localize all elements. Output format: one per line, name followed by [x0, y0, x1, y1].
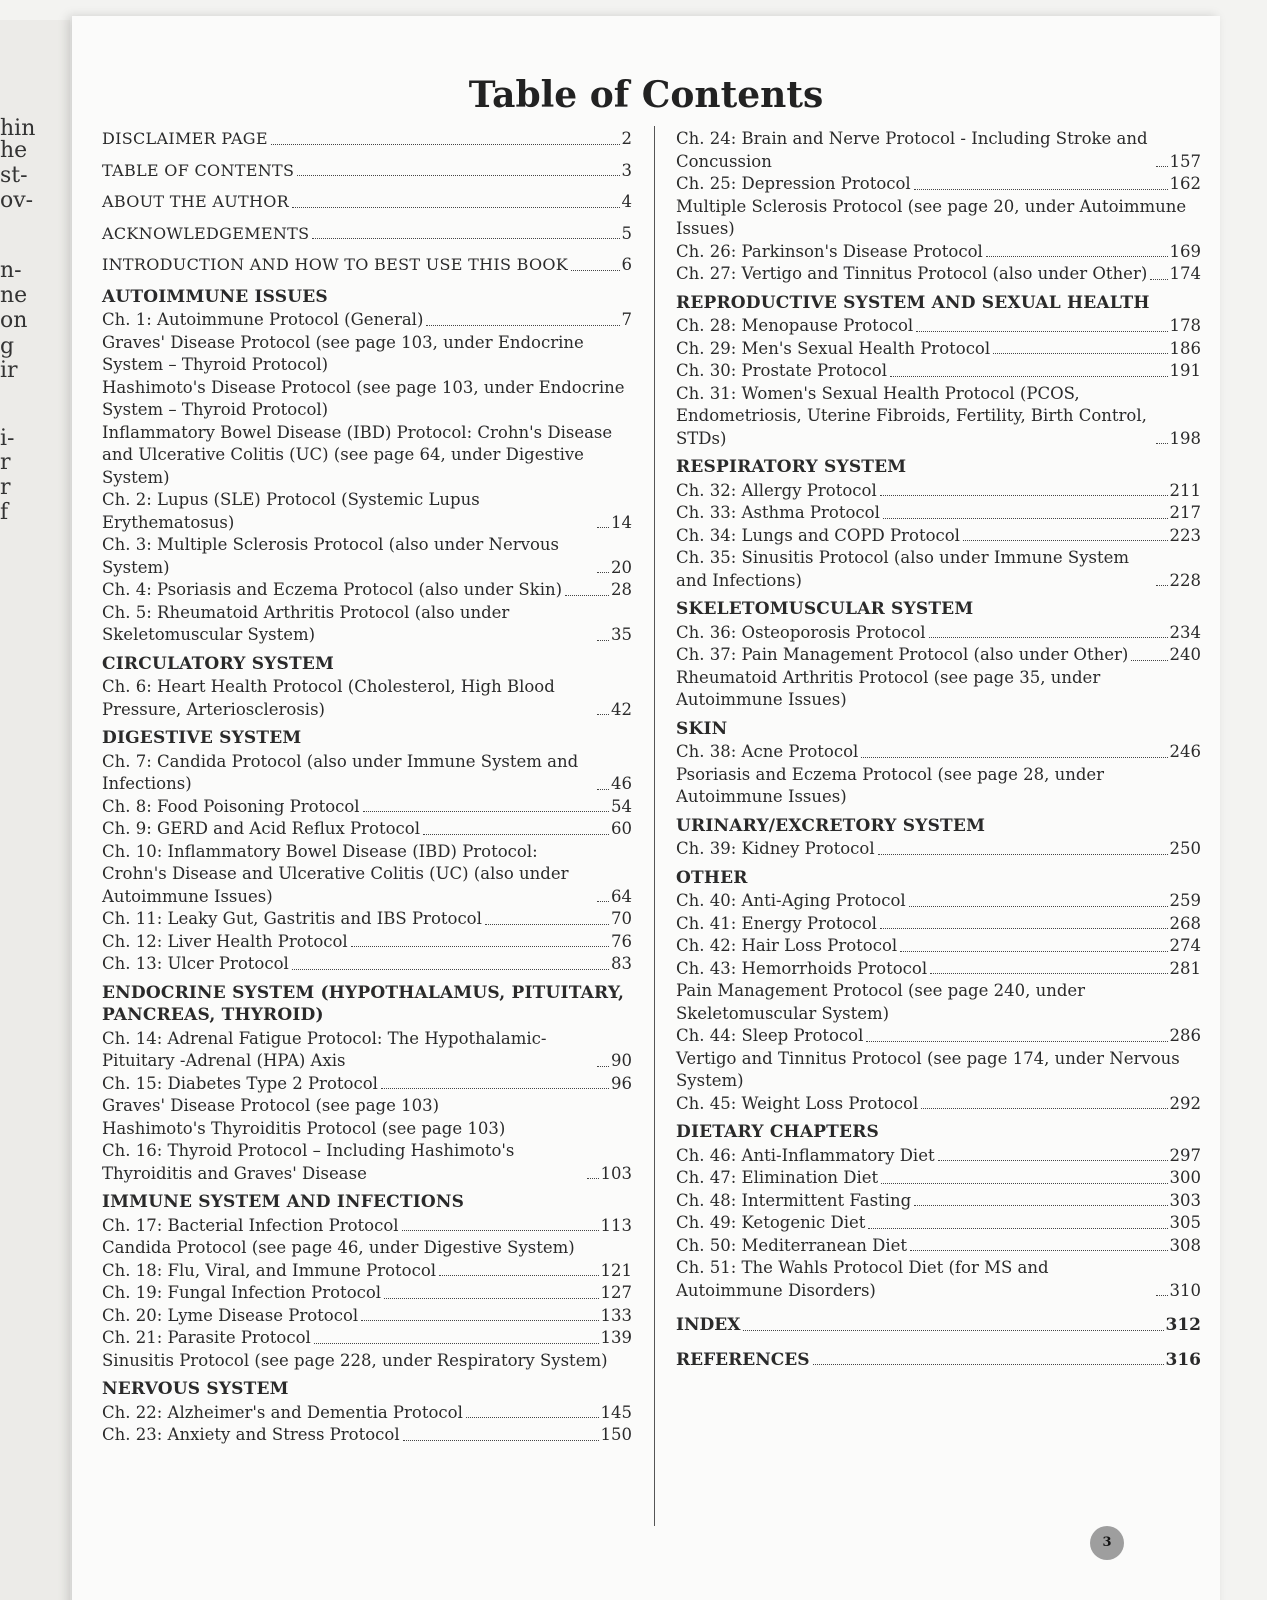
toc-entry-page: 96: [611, 1073, 632, 1093]
toc-entry-page: 211: [1169, 480, 1201, 500]
toc-entry-title: Ch. 15: Diabetes Type 2 Protocol: [102, 1073, 378, 1093]
column-divider: [654, 126, 655, 1526]
toc-entry-page: 76: [611, 931, 632, 951]
toc-entry-title: Ch. 45: Weight Loss Protocol: [676, 1093, 919, 1113]
cross-reference-note: Hashimoto's Thyroiditis Protocol (see page 103): [102, 1118, 506, 1138]
toc-entry-page: 234: [1169, 622, 1201, 642]
dot-leader: [361, 1320, 598, 1321]
toc-entry-title: Ch. 40: Anti-Aging Protocol: [676, 891, 906, 910]
section-heading: DIETARY CHAPTERS: [676, 1122, 879, 1142]
toc-entry-page: 178: [1169, 316, 1201, 335]
dot-leader: [271, 144, 620, 145]
dot-leader: [813, 1364, 1164, 1365]
toc-entry: [676, 525, 1201, 548]
toc-entry-title: Ch. 27: Vertigo and Tinnitus Protocol (also under Other): [676, 264, 1148, 283]
dot-leader: [426, 325, 619, 326]
dot-leader: [565, 595, 609, 596]
dot-leader: [900, 951, 1167, 952]
toc-entry: [676, 1145, 1201, 1168]
section-heading: OTHER: [676, 867, 748, 888]
toc-entry: [676, 547, 1201, 592]
toc-entry: [102, 1215, 632, 1238]
prev-page-fragment: i-: [0, 426, 15, 451]
toc-entry-title: Ch. 29: Men's Sexual Health Protocol: [676, 338, 991, 358]
dot-leader: [403, 1440, 599, 1441]
dot-leader: [466, 1417, 599, 1418]
dot-leader: [880, 495, 1168, 496]
toc-entry-page: 60: [611, 819, 632, 838]
toc-entry-title: Ch. 37: Pain Management Protocol (also under Other): [676, 645, 1129, 664]
toc-entry: [676, 958, 1201, 981]
toc-entry: [676, 644, 1201, 667]
cross-reference-note: Hashimoto's Disease Protocol (see page 103, under Endocrine System – Thyroid Protocol): [102, 377, 625, 419]
toc-entry: [676, 741, 1201, 764]
toc-entry-page: 46: [611, 774, 632, 793]
toc-entry-title: Ch. 41: Energy Protocol: [676, 913, 877, 933]
toc-entry-page: 316: [1165, 1349, 1201, 1370]
toc-entry-page: 7: [621, 310, 632, 329]
previous-page-edge: [0, 20, 70, 1600]
page-number-badge: 3: [1090, 1526, 1124, 1560]
section-heading: SKIN: [676, 718, 728, 739]
toc-entry-page: 3: [621, 160, 632, 180]
toc-entry-page: 4: [621, 192, 632, 211]
toc-entry: [676, 1190, 1201, 1213]
toc-entry-title: Ch. 49: Ketogenic Diet: [676, 1213, 866, 1232]
toc-entry-page: 145: [600, 1402, 632, 1422]
toc-entry-page: 223: [1169, 525, 1201, 545]
dot-leader: [597, 640, 609, 641]
toc-entry-page: 127: [600, 1283, 632, 1302]
toc-entry: [676, 173, 1201, 196]
toc-entry-page: 300: [1169, 1168, 1201, 1187]
toc-entry: [676, 890, 1201, 913]
toc-entry-page: 274: [1169, 936, 1201, 955]
toc-entry-title: Ch. 50: Mediterranean Diet: [676, 1235, 908, 1255]
toc-entry-title: Ch. 47: Elimination Diet: [676, 1168, 879, 1187]
toc-entry-page: 90: [611, 1051, 632, 1070]
toc-entry: [102, 534, 632, 579]
toc-entry-title: Ch. 31: Women's Sexual Health Protocol (PCOS, Endometriosis, Uterine Fibroids, Fertility, Birth Control, STDs): [676, 383, 1147, 448]
prev-page-fragment: st-: [0, 163, 28, 188]
toc-entry-page: 54: [611, 796, 632, 816]
toc-entry: [676, 1167, 1201, 1190]
toc-entry-page: 103: [600, 1163, 632, 1183]
dot-leader: [1156, 166, 1168, 167]
prev-page-fragment: on: [0, 308, 28, 333]
dot-leader: [878, 854, 1168, 855]
dot-leader: [597, 789, 609, 790]
dot-leader: [384, 1298, 598, 1299]
toc-entry-title: Ch. 23: Anxiety and Stress Protocol: [102, 1425, 400, 1444]
toc-entry-page: 174: [1169, 264, 1201, 283]
toc-entry: [102, 602, 632, 647]
toc-entry-page: 133: [600, 1305, 632, 1325]
cross-reference-note: Graves' Disease Protocol (see page 103, under Endocrine System – Thyroid Protocol): [102, 332, 584, 374]
toc-entry-page: 64: [611, 886, 632, 906]
dot-leader: [1131, 660, 1167, 661]
toc-entry: [676, 1257, 1201, 1302]
toc-entry-page: 286: [1169, 1026, 1201, 1045]
dot-leader: [312, 238, 619, 239]
toc-entry: [102, 579, 632, 602]
toc-entry-page: 312: [1165, 1315, 1201, 1335]
toc-entry-title: Ch. 26: Parkinson's Disease Protocol: [676, 241, 983, 261]
section-heading: URINARY/EXCRETORY SYSTEM: [676, 815, 986, 836]
toc-entry: [676, 1314, 1201, 1337]
toc-entry-title: Ch. 2: Lupus (SLE) Protocol (Systemic Lupus Erythematosus): [102, 490, 480, 532]
dot-leader: [921, 1108, 1167, 1109]
toc-entry-title: Ch. 30: Prostate Protocol: [676, 361, 887, 380]
toc-entry-page: 35: [611, 625, 632, 644]
dot-leader: [881, 1183, 1167, 1184]
section-heading: NERVOUS SYSTEM: [102, 1379, 289, 1399]
dot-leader: [571, 270, 619, 271]
toc-entry-page: 297: [1169, 1145, 1201, 1165]
prev-page-fragment: ir: [0, 358, 18, 383]
section-heading: RESPIRATORY SYSTEM: [676, 457, 907, 477]
toc-entry-title: Ch. 38: Acne Protocol: [676, 742, 859, 761]
dot-leader: [743, 1330, 1163, 1331]
toc-entry: [102, 160, 632, 183]
toc-entry: [102, 751, 632, 796]
dot-leader: [314, 1343, 599, 1344]
cross-reference-note: Pain Management Protocol (see page 240, under Skeletomuscular System): [676, 981, 1086, 1023]
toc-entry: [676, 1349, 1201, 1372]
dot-leader: [880, 928, 1168, 929]
toc-entry-page: 250: [1169, 839, 1201, 858]
toc-entry-page: 83: [611, 954, 632, 973]
dot-leader: [587, 1178, 599, 1179]
toc-entry: [102, 191, 632, 214]
toc-entry-title: Ch. 12: Liver Health Protocol: [102, 931, 348, 951]
prev-page-fragment: ne: [0, 283, 28, 308]
prev-page-fragment: hin: [0, 116, 36, 141]
toc-entry-title: Ch. 7: Candida Protocol (also under Immune System and Infections): [102, 751, 579, 793]
dot-leader: [861, 757, 1167, 758]
toc-entry-page: 169: [1169, 241, 1201, 261]
toc-entry: [102, 953, 632, 976]
dot-leader: [597, 1066, 609, 1067]
section-heading: ENDOCRINE SYSTEM (HYPOTHALAMUS, PITUITARY, PANCREAS, THYROID): [102, 982, 625, 1025]
section-heading: REPRODUCTIVE SYSTEM AND SEXUAL HEALTH: [676, 292, 1150, 313]
toc-entry: [102, 818, 632, 841]
toc-entry-page: 162: [1169, 174, 1201, 193]
dot-leader: [297, 175, 619, 176]
toc-entry-page: 20: [611, 557, 632, 577]
toc-entry-title: Ch. 34: Lungs and COPD Protocol: [676, 525, 960, 545]
toc-entry-title: Ch. 35: Sinusitis Protocol (also under Immune System and Infections): [676, 548, 1130, 590]
dot-leader: [292, 969, 609, 970]
dot-leader: [963, 540, 1168, 541]
toc-entry-title: Ch. 33: Asthma Protocol: [676, 503, 880, 522]
dot-leader: [986, 256, 1168, 257]
toc-entry: [102, 908, 632, 931]
toc-entry: [676, 622, 1201, 645]
dot-leader: [866, 1041, 1167, 1042]
toc-entry: [102, 1305, 632, 1328]
toc-entry: [102, 489, 632, 534]
dot-leader: [1156, 1295, 1168, 1296]
toc-entry: [676, 913, 1201, 936]
toc-entry-title: Ch. 20: Lyme Disease Protocol: [102, 1305, 359, 1325]
prev-page-fragment: ov-: [0, 188, 34, 213]
toc-entry-page: 2: [621, 129, 632, 148]
toc-entry-title: Ch. 5: Rheumatoid Arthritis Protocol (also under Skeletomuscular System): [102, 602, 510, 644]
toc-entry-title: Ch. 17: Bacterial Infection Protocol: [102, 1215, 399, 1235]
toc-entry-title: REFERENCES: [676, 1349, 810, 1370]
cross-reference-note: Psoriasis and Eczema Protocol (see page 28, under Autoimmune Issues): [676, 764, 1105, 806]
dot-leader: [914, 189, 1168, 190]
toc-right-column: [676, 128, 1201, 1371]
prev-page-fragment: he: [0, 138, 28, 163]
toc-entry-page: 308: [1169, 1235, 1201, 1255]
toc-entry-title: Ch. 8: Food Poisoning Protocol: [102, 796, 360, 816]
toc-entry-title: Ch. 51: The Wahls Protocol Diet (for MS and Autoimmune Disorders): [676, 1258, 1049, 1300]
toc-left-column: [102, 128, 632, 1447]
toc-entry-title: INTRODUCTION AND HOW TO BEST USE THIS BOOK: [102, 255, 569, 274]
dot-leader: [363, 811, 609, 812]
toc-entry: [102, 1073, 632, 1096]
cross-reference-note: Multiple Sclerosis Protocol (see page 20, under Autoimmune Issues): [676, 196, 1187, 238]
toc-entry: [676, 1093, 1201, 1116]
dot-leader: [485, 924, 609, 925]
toc-entry-title: Ch. 22: Alzheimer's and Dementia Protocol: [102, 1402, 463, 1422]
toc-entry-page: 310: [1169, 1280, 1201, 1300]
toc-entry-page: 186: [1169, 338, 1201, 358]
section-heading: DIGESTIVE SYSTEM: [102, 728, 302, 748]
toc-entry-page: 139: [600, 1328, 632, 1347]
toc-entry-page: 157: [1169, 151, 1201, 171]
toc-entry: [102, 796, 632, 819]
toc-entry: [676, 241, 1201, 264]
toc-entry-title: DISCLAIMER PAGE: [102, 129, 268, 148]
toc-entry-title: Ch. 42: Hair Loss Protocol: [676, 936, 898, 955]
dot-leader: [597, 714, 609, 715]
dot-leader: [597, 572, 609, 573]
toc-entry: [676, 502, 1201, 525]
dot-leader: [890, 376, 1168, 377]
toc-entry: [102, 1402, 632, 1425]
toc-entry: [676, 128, 1201, 173]
dot-leader: [292, 207, 620, 208]
toc-entry-title: ACKNOWLEDGEMENTS: [102, 223, 310, 243]
dot-leader: [883, 518, 1168, 519]
toc-entry: [102, 128, 632, 151]
dot-leader: [916, 331, 1167, 332]
toc-entry-page: 70: [611, 909, 632, 928]
prev-page-fragment: r: [0, 475, 11, 500]
toc-entry: [676, 315, 1201, 338]
toc-entry-page: 121: [600, 1260, 632, 1280]
toc-page: [72, 16, 1220, 1600]
toc-entry-title: Ch. 3: Multiple Sclerosis Protocol (also under Nervous System): [102, 535, 559, 577]
toc-entry: [676, 1025, 1201, 1048]
toc-entry-page: 246: [1169, 742, 1201, 761]
toc-entry-page: 150: [600, 1425, 632, 1444]
dot-leader: [929, 637, 1168, 638]
toc-entry-page: 228: [1169, 570, 1201, 590]
toc-entry-page: 191: [1169, 361, 1201, 380]
dot-leader: [938, 1160, 1168, 1161]
toc-entry-title: Ch. 32: Allergy Protocol: [676, 480, 877, 500]
prev-page-fragment: n-: [0, 258, 22, 283]
cross-reference-note: Inflammatory Bowel Disease (IBD) Protocol: Crohn's Disease and Ulcerative Colitis (UC) (see page 64, under Digestive System): [102, 422, 613, 487]
toc-entry-title: Ch. 11: Leaky Gut, Gastritis and IBS Protocol: [102, 909, 482, 928]
dot-leader: [1156, 585, 1168, 586]
toc-entry: [676, 360, 1201, 383]
toc-entry-page: 305: [1169, 1213, 1201, 1232]
toc-entry-title: Ch. 44: Sleep Protocol: [676, 1026, 864, 1045]
cross-reference-note: Sinusitis Protocol (see page 228, under Respiratory System): [102, 1350, 608, 1370]
toc-entry-title: Ch. 14: Adrenal Fatigue Protocol: The Hypothalamic-Pituitary -Adrenal (HPA) Axis: [102, 1028, 547, 1070]
toc-entry-title: Ch. 18: Flu, Viral, and Immune Protocol: [102, 1260, 437, 1280]
section-heading: CIRCULATORY SYSTEM: [102, 653, 335, 674]
toc-entry: [102, 841, 632, 909]
dot-leader: [868, 1228, 1167, 1229]
toc-entry-page: 268: [1169, 913, 1201, 933]
toc-entry: [102, 1327, 632, 1350]
section-heading: SKELETOMUSCULAR SYSTEM: [676, 599, 974, 619]
toc-entry-title: Ch. 10: Inflammatory Bowel Disease (IBD) Protocol: Crohn's Disease and Ulcerative Colitis (UC) (also under Autoimmune Issues): [102, 841, 569, 906]
toc-entry: [102, 1028, 632, 1073]
toc-entry-page: 303: [1169, 1190, 1201, 1210]
cross-reference-note: Graves' Disease Protocol (see page 103): [102, 1096, 440, 1115]
dot-leader: [597, 901, 609, 902]
dot-leader: [423, 834, 609, 835]
toc-entry: [676, 935, 1201, 958]
toc-entry: [676, 383, 1201, 451]
dot-leader: [402, 1230, 599, 1231]
dot-leader: [381, 1088, 609, 1089]
dot-leader: [351, 946, 609, 947]
toc-entry-page: 281: [1169, 958, 1201, 978]
toc-entry-title: Ch. 24: Brain and Nerve Protocol - Including Stroke and Concussion: [676, 129, 1148, 171]
prev-page-fragment: r: [0, 450, 11, 475]
dot-leader: [1156, 443, 1168, 444]
toc-entry-page: 6: [621, 255, 632, 274]
toc-entry: [102, 1424, 632, 1447]
toc-entry-title: Ch. 36: Osteoporosis Protocol: [676, 622, 926, 642]
toc-entry-title: Ch. 19: Fungal Infection Protocol: [102, 1283, 382, 1302]
prev-page-fragment: g: [0, 334, 15, 359]
toc-entry: [102, 1282, 632, 1305]
toc-entry-title: Ch. 4: Psoriasis and Eczema Protocol (also under Skin): [102, 580, 563, 599]
toc-entry: [102, 309, 632, 332]
prev-page-fragment: f: [0, 500, 9, 525]
toc-entry-title: Ch. 21: Parasite Protocol: [102, 1328, 311, 1347]
toc-entry-title: Ch. 9: GERD and Acid Reflux Protocol: [102, 819, 420, 838]
toc-entry: [102, 254, 632, 277]
dot-leader: [597, 527, 609, 528]
toc-entry-title: Ch. 39: Kidney Protocol: [676, 839, 875, 858]
section-heading: IMMUNE SYSTEM AND INFECTIONS: [102, 1192, 465, 1212]
toc-entry-title: Ch. 25: Depression Protocol: [676, 174, 911, 193]
toc-entry-page: 113: [600, 1215, 632, 1235]
cross-reference-note: Vertigo and Tinnitus Protocol (see page 174, under Nervous System): [676, 1048, 1180, 1090]
toc-entry: [676, 263, 1201, 286]
toc-entry-page: 198: [1169, 428, 1201, 448]
cross-reference-note: Rheumatoid Arthritis Protocol (see page 35, under Autoimmune Issues): [676, 667, 1101, 709]
toc-entry-page: 42: [611, 699, 632, 719]
toc-entry: [676, 338, 1201, 361]
dot-leader: [909, 906, 1168, 907]
toc-entry: [676, 838, 1201, 861]
toc-entry-page: 5: [621, 223, 632, 243]
toc-entry-page: 14: [611, 512, 632, 532]
toc-entry-title: TABLE OF CONTENTS: [102, 160, 295, 180]
toc-entry-title: Ch. 6: Heart Health Protocol (Cholesterol, High Blood Pressure, Arteriosclerosis): [102, 677, 555, 719]
toc-entry-title: ABOUT THE AUTHOR: [102, 192, 289, 211]
toc-entry-title: Ch. 1: Autoimmune Protocol (General): [102, 310, 424, 329]
cross-reference-note: Candida Protocol (see page 46, under Digestive System): [102, 1238, 575, 1257]
dot-leader: [1150, 279, 1167, 280]
toc-entry-title: Ch. 28: Menopause Protocol: [676, 316, 914, 335]
toc-entry-page: 240: [1169, 645, 1201, 664]
dot-leader: [930, 973, 1167, 974]
toc-entry-page: 292: [1169, 1093, 1201, 1113]
toc-entry-page: 259: [1169, 891, 1201, 910]
toc-entry-page: 217: [1169, 503, 1201, 522]
page-title: Table of Contents: [468, 74, 824, 116]
toc-entry: [102, 1140, 632, 1185]
toc-entry-page: 28: [611, 580, 632, 599]
dot-leader: [439, 1275, 598, 1276]
toc-entry: [102, 931, 632, 954]
toc-entry: [676, 480, 1201, 503]
toc-entry-title: Ch. 13: Ulcer Protocol: [102, 954, 289, 973]
toc-entry: [102, 1260, 632, 1283]
toc-entry-title: Ch. 43: Hemorrhoids Protocol: [676, 958, 928, 978]
toc-entry: [676, 1235, 1201, 1258]
dot-leader: [914, 1205, 1167, 1206]
toc-entry-title: Ch. 16: Thyroid Protocol – Including Hashimoto's Thyroiditis and Graves' Disease: [102, 1141, 515, 1183]
toc-entry: [102, 676, 632, 721]
section-heading: AUTOIMMUNE ISSUES: [102, 286, 328, 307]
toc-entry: [102, 223, 632, 246]
toc-entry: [676, 1212, 1201, 1235]
toc-entry-title: Ch. 48: Intermittent Fasting: [676, 1190, 912, 1210]
dot-leader: [993, 353, 1167, 354]
toc-entry-title: Ch. 46: Anti-Inflammatory Diet: [676, 1145, 935, 1165]
dot-leader: [910, 1250, 1167, 1251]
toc-entry-title: INDEX: [676, 1315, 741, 1335]
